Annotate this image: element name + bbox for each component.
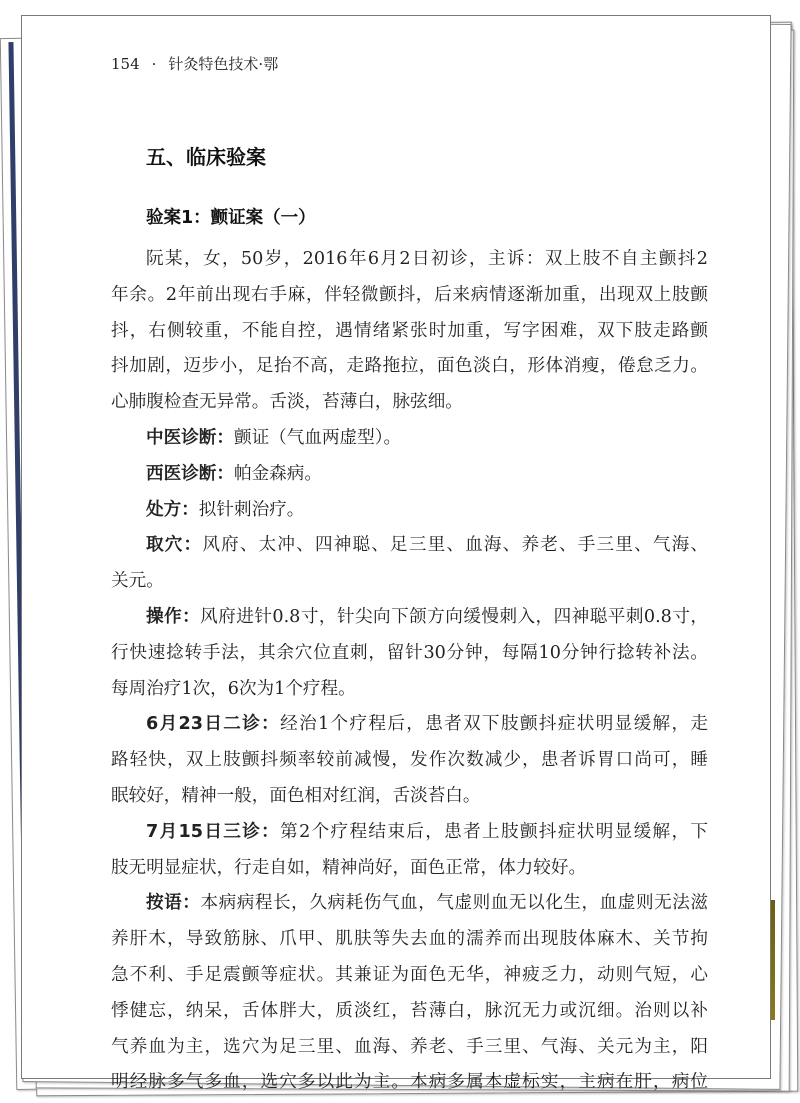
paragraph-label: 处方： <box>146 499 199 520</box>
text-line <box>111 349 708 385</box>
line-text: 风府、太冲、四神聪、足三里、血海、养老、手三里、气海、 <box>202 535 708 556</box>
paragraph <box>111 528 708 600</box>
text-line <box>111 636 708 672</box>
paragraph-label: 7月15日三诊： <box>146 821 281 842</box>
text-line <box>111 815 708 851</box>
text-line <box>111 851 708 887</box>
paragraph <box>111 421 708 457</box>
line-text: 抖加剧，迈步小，足抬不高，走路拖拉，面色淡白，形体消瘦，倦怠乏力。 <box>111 356 708 377</box>
body-text <box>111 242 708 1101</box>
text-line <box>111 922 708 958</box>
paragraph-label: 按语： <box>146 893 201 914</box>
text-line <box>111 672 708 708</box>
document-page <box>21 15 771 1093</box>
line-text: 急不利、手足震颤等症状。其兼证为面色无华，神疲乏力，动则气短，心 <box>111 964 708 985</box>
line-text: 悸健忘，纳呆，舌体胖大，质淡红，苔薄白，脉沉无力或沉细。治则以补 <box>111 1000 708 1021</box>
text-line <box>111 1030 708 1066</box>
line-text: 养肝木，导致筋脉、爪甲、肌肤等失去血的濡养而出现肢体麻木、关节拘 <box>111 929 708 950</box>
section-title: 五、临床验案 <box>146 145 266 169</box>
line-text: 第2个疗程结束后，患者上肢颤抖症状明显缓解，下 <box>280 821 708 842</box>
text-line <box>111 779 708 815</box>
line-text: 明经脉多气多血，选穴多以此为主。本病多属本虚标实，主病在肝，病位 <box>111 1072 708 1093</box>
text-line <box>111 743 708 779</box>
paragraph <box>111 457 708 493</box>
paragraph <box>111 600 708 707</box>
line-text: 每周治疗1次，6次为1个疗程。 <box>111 678 356 699</box>
paragraph-label: 取穴： <box>146 535 203 556</box>
text-line <box>111 707 708 743</box>
line-text: 肢无明显症状，行走自如，精神尚好，面色正常，体力较好。 <box>111 857 587 878</box>
paragraph <box>111 886 708 1101</box>
text-line <box>111 278 708 314</box>
text-line <box>111 564 708 600</box>
line-text: 帕金森病。 <box>233 463 322 484</box>
paragraph <box>111 815 708 887</box>
paragraph <box>111 707 708 814</box>
line-text: 年余。2年前出现右手麻，伴轻微颤抖，后来病情逐渐加重，出现双上肢颤 <box>111 284 708 305</box>
paragraph <box>111 493 708 529</box>
line-text: 关元。 <box>111 571 164 592</box>
paragraph-label: 西医诊断： <box>146 463 234 484</box>
paragraph-label: 操作： <box>146 606 201 627</box>
text-line <box>111 958 708 994</box>
line-text: 行快速捻转手法，其余穴位直刺，留针30分钟，每隔10分钟行捻转补法。 <box>111 642 708 663</box>
text-line <box>111 242 708 278</box>
text-line <box>111 528 708 564</box>
line-text: 拟针刺治疗。 <box>198 499 305 520</box>
text-line <box>111 886 708 922</box>
paragraph <box>111 242 708 421</box>
text-line <box>111 994 708 1030</box>
text-line <box>111 493 708 529</box>
line-text: 经治1个疗程后，患者双下肢颤抖症状明显缓解，走 <box>280 714 708 735</box>
header-separator: · <box>151 55 157 73</box>
line-text: 本病病程长，久病耗伤气血，气虚则血无以化生，血虚则无法滋 <box>200 893 708 914</box>
line-text: 路轻快，双上肢颤抖频率较前减慢，发作次数减少，患者诉胃口尚可，睡 <box>111 750 708 771</box>
text-line <box>111 314 708 350</box>
text-line <box>111 457 708 493</box>
paragraph-label: 中医诊断： <box>146 427 234 448</box>
text-line <box>111 600 708 636</box>
line-text: 抖，右侧较重，不能自控，遇情绪紧张时加重，写字困难，双下肢走路颤 <box>111 320 708 341</box>
text-line <box>111 1065 708 1101</box>
book-title: 针灸特色技术·鄂 <box>168 55 279 73</box>
case-title: 验案1：颤证案（一） <box>146 208 316 228</box>
text-line <box>111 421 708 457</box>
line-text: 阮某，女，50岁，2016年6月2日初诊，主诉：双上肢不自主颤抖2 <box>146 249 708 269</box>
page-number: 154 <box>111 55 140 73</box>
line-text: 心肺腹检查无异常。舌淡，苔薄白，脉弦细。 <box>111 392 463 413</box>
line-text: 眠较好，精神一般，面色相对红润，舌淡苔白。 <box>111 785 481 806</box>
text-line <box>111 385 708 421</box>
running-header <box>111 53 290 74</box>
line-text: 气养血为主，选穴为足三里、血海、养老、手三里、气海、关元为主，阳 <box>111 1036 708 1057</box>
paragraph-label: 6月23日二诊： <box>146 714 281 735</box>
line-text: 风府进针0.8寸，针尖向下颌方向缓慢刺入，四神聪平刺0.8寸， <box>200 606 708 627</box>
line-text: 颤证（气血两虚型）。 <box>233 427 402 448</box>
